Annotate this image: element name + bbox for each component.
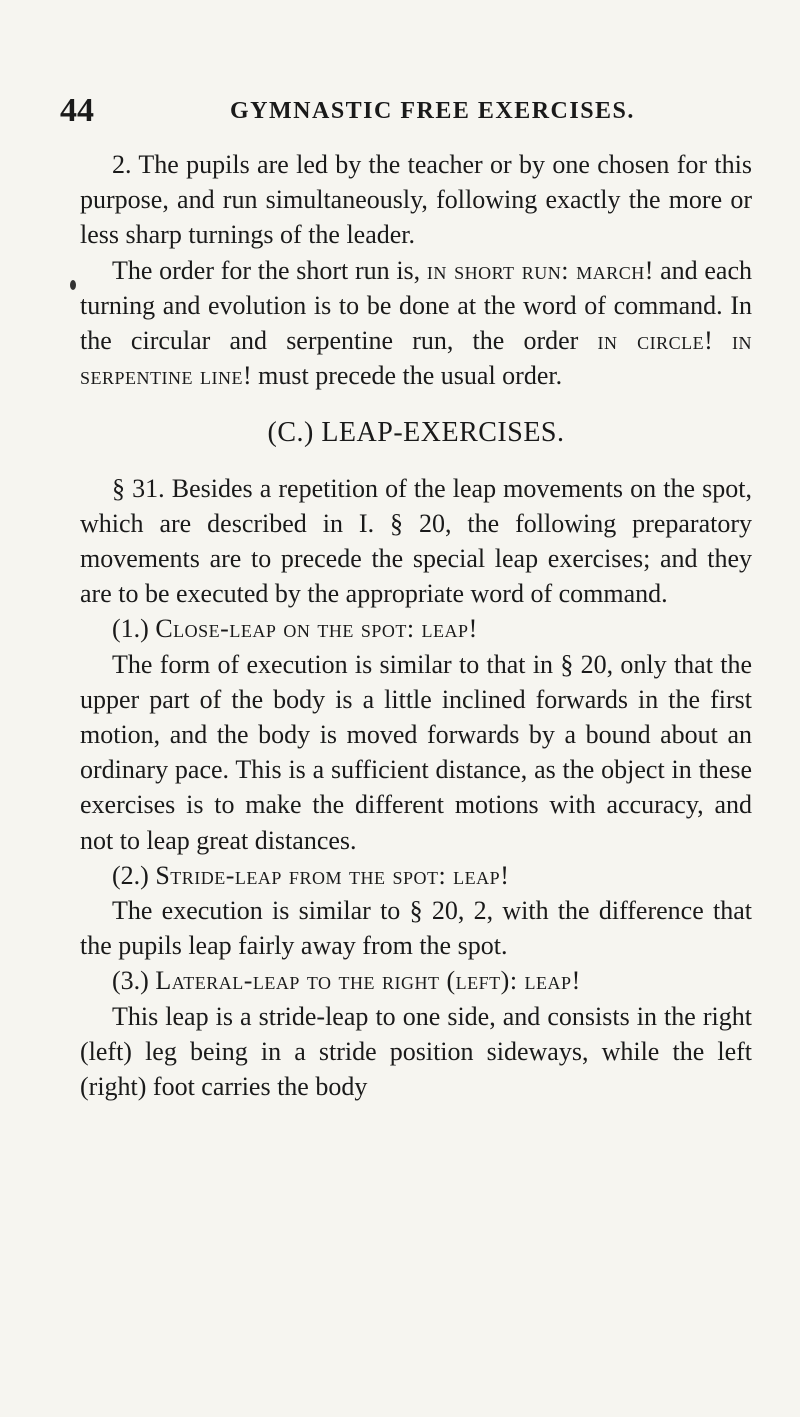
para2-text-2: ! and each turning and evolution is to be done at the word of command. In the circular and serpentine run, the order (80, 255, 752, 356)
item-2-number: (2.) (112, 860, 156, 890)
section-heading: (C.) LEAP-EXERCISES. (267, 417, 565, 449)
paragraph-running-2: 2. The pupils are led by the teacher or by one chosen for this purpose, and run simultaneously, following exactly the more or less sharp turnings of the leader. (80, 150, 752, 250)
item-1-number: (1.) (112, 614, 156, 644)
page-header (60, 92, 760, 132)
item-1-end: ! (468, 614, 478, 644)
paragraph-section-31: § 31. Besides a repetition of the leap movements on the spot, which are described in I. § 20, the following preparatory movements are to precede the special leap exercises; and they are to be executed by the appropriate word of command. (80, 473, 752, 609)
margin-ink-mark (70, 280, 76, 290)
item-1-title: Close-leap on the spot: leap (155, 614, 469, 644)
item-2-heading (80, 858, 752, 893)
command-serpentine: in serpentine line (80, 326, 752, 391)
body-text (80, 147, 752, 1104)
item-3-title: Lateral-leap to the right (left): leap (155, 966, 572, 996)
item-1-heading (80, 611, 752, 646)
item-3-number: (3.) (112, 966, 156, 996)
para2-text-4: ! must precede the usual order. (242, 361, 563, 391)
paragraph-run-orders (80, 253, 752, 394)
item-3-body: This leap is a stride-leap to one side, and consists in the right (left) leg being in a stride position sideways, while the left (right) foot carries the body (80, 1001, 752, 1102)
page-number: 44 (60, 92, 94, 129)
command-short-run: in short run: march (426, 255, 645, 285)
command-circle: in circle (597, 326, 705, 356)
item-1-body: The form of execution is similar to that in § 20, only that the upper part of the body is a little inclined forwards in the first motion, and the body is moved forwards by a bound about an ordinary pace. This is a sufficient distance, as the object in these exercises is to make the different motions with accuracy, and not to leap great distances. (80, 649, 752, 855)
item-3-end: ! (571, 966, 581, 996)
para2-text-3: ! (704, 326, 732, 356)
para2-text-1: The order for the short run is, (112, 255, 427, 285)
running-head: GYMNASTIC FREE EXERCISES. (230, 98, 635, 124)
item-2-title: Stride-leap from the spot: leap (155, 860, 501, 890)
item-3-heading (80, 963, 752, 998)
item-2-end: ! (500, 860, 509, 890)
item-2-body: The execution is similar to § 20, 2, with the difference that the pupils leap fairly away from the spot. (80, 896, 752, 961)
